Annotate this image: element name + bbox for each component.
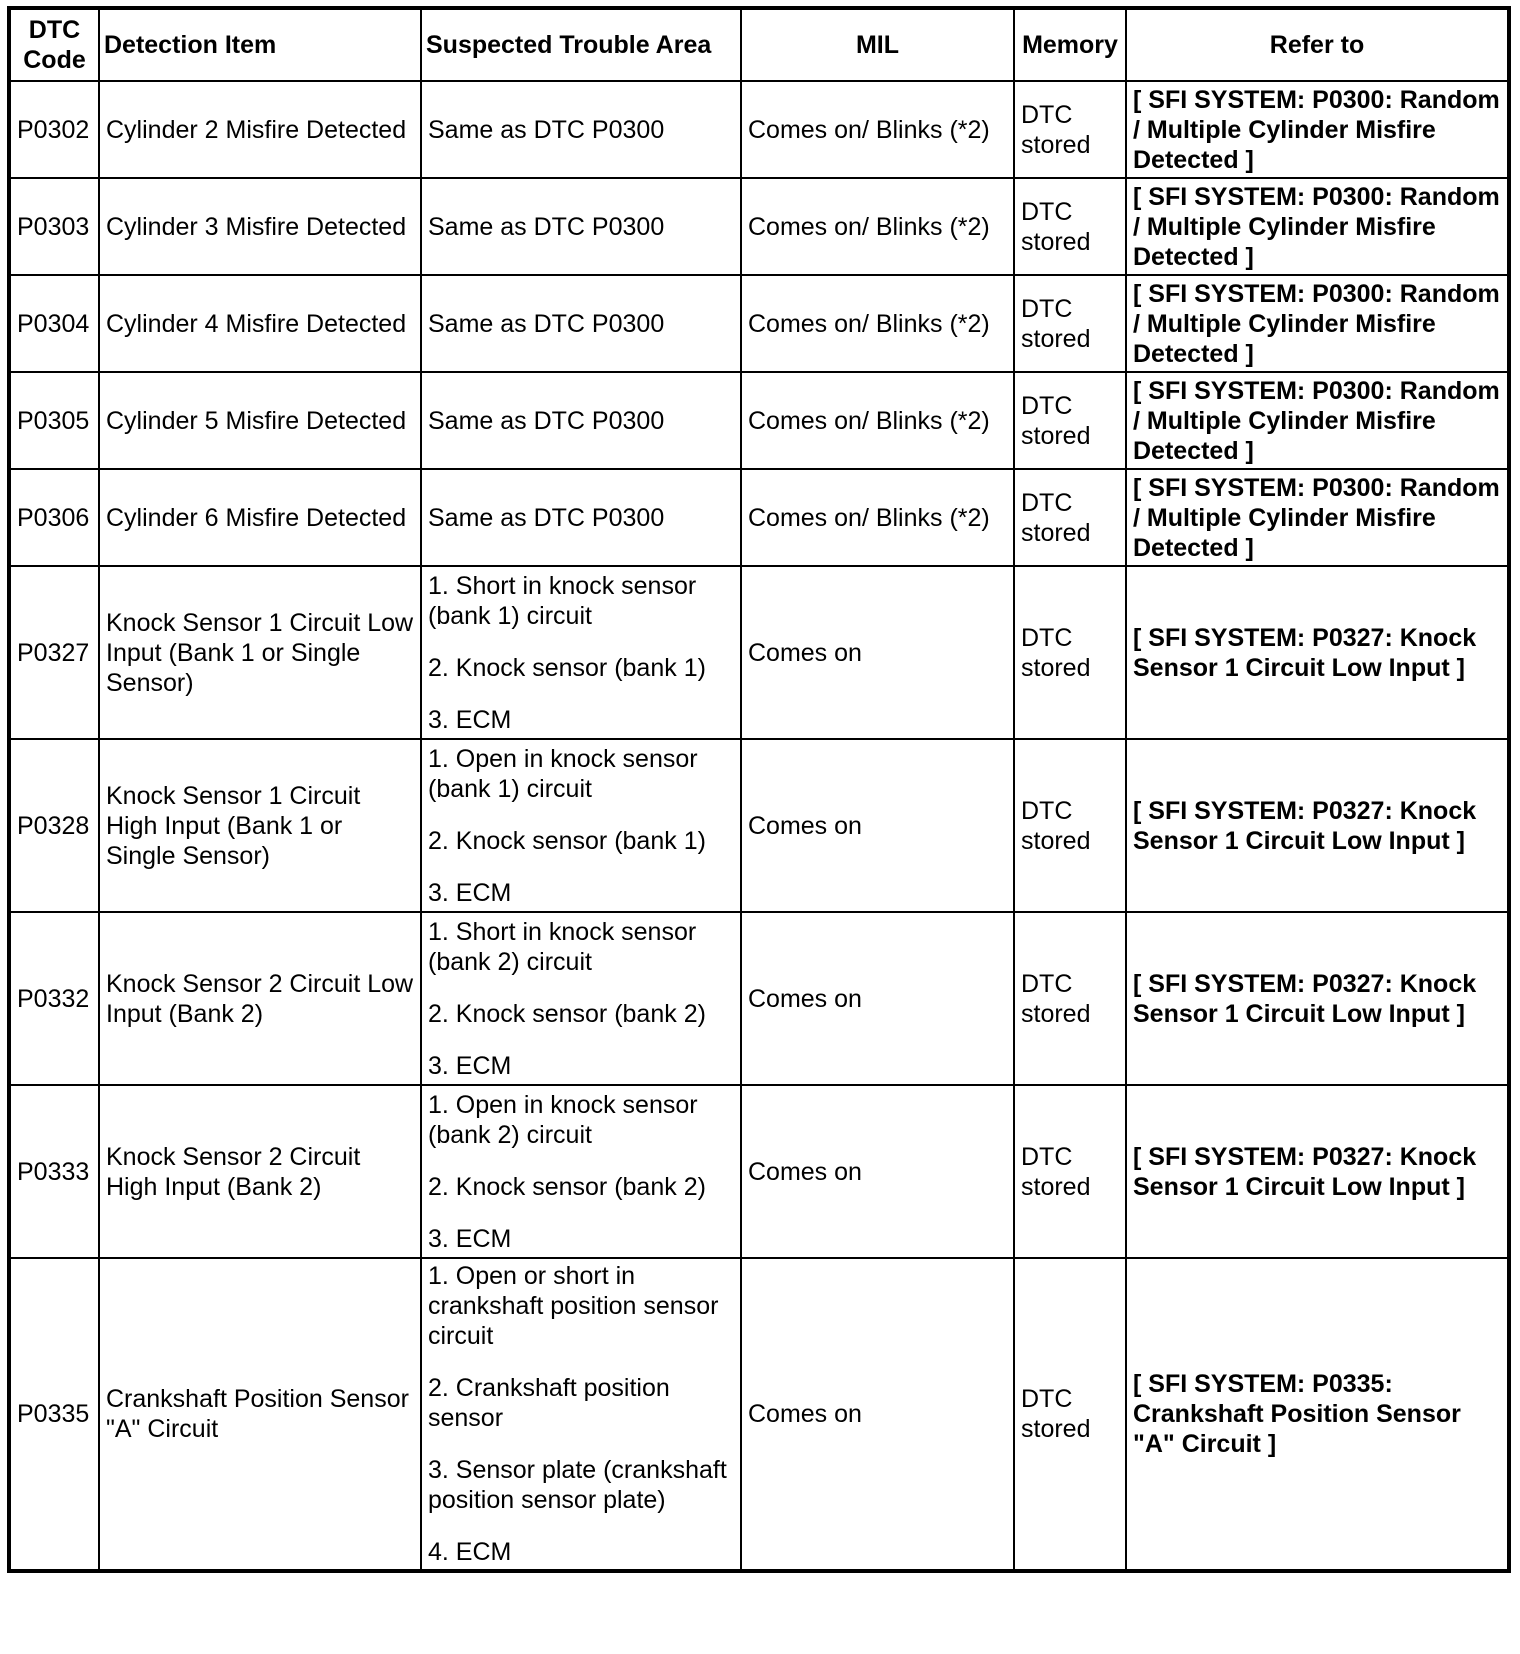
table-row: [9, 178, 1509, 275]
refer-to-cell: [ SFI SYSTEM: P0300: Random / Multiple Cylinder Misfire Detected ]: [1126, 372, 1509, 469]
suspected-trouble-area-cell: [421, 372, 741, 469]
refer-to-cell: [ SFI SYSTEM: P0327: Knock Sensor 1 Circuit Low Input ]: [1126, 1085, 1509, 1258]
mil-cell: Comes on: [741, 1085, 1014, 1258]
dtc-code-cell: P0303: [9, 178, 99, 275]
table-row: [9, 372, 1509, 469]
memory-cell: DTC stored: [1014, 275, 1126, 372]
header-refer-to: Refer to: [1126, 8, 1509, 81]
trouble-area-step: 2. Knock sensor (bank 2): [428, 999, 706, 1028]
trouble-area-step: 3. ECM: [428, 878, 512, 907]
table-row: [9, 81, 1509, 178]
trouble-area-step: Same as DTC P0300: [428, 406, 665, 435]
trouble-area-step: 3. ECM: [428, 705, 512, 734]
mil-cell: Comes on/ Blinks (*2): [741, 372, 1014, 469]
trouble-area-step: 2. Knock sensor (bank 1): [428, 653, 706, 682]
memory-cell: DTC stored: [1014, 372, 1126, 469]
mil-cell: Comes on: [741, 912, 1014, 1085]
refer-to-cell: [ SFI SYSTEM: P0300: Random / Multiple Cylinder Misfire Detected ]: [1126, 178, 1509, 275]
suspected-trouble-area-cell: [421, 1258, 741, 1571]
detection-item-cell: Cylinder 5 Misfire Detected: [99, 372, 421, 469]
trouble-area-step: Same as DTC P0300: [428, 309, 665, 338]
header-suspected-trouble-area: Suspected Trouble Area: [421, 8, 741, 81]
memory-cell: DTC stored: [1014, 739, 1126, 912]
header-dtc-code-line2: Code: [23, 46, 86, 74]
memory-cell: DTC stored: [1014, 469, 1126, 566]
trouble-area-step: 1. Short in knock sensor (bank 1) circuit: [428, 571, 697, 630]
table-row: [9, 566, 1509, 739]
trouble-area-step: 3. Sensor plate (crankshaft position sensor plate): [428, 1456, 727, 1514]
dtc-code-cell: P0332: [9, 912, 99, 1085]
memory-cell: DTC stored: [1014, 1258, 1126, 1571]
trouble-area-step: Same as DTC P0300: [428, 503, 665, 532]
trouble-area-step: 3. ECM: [428, 1051, 512, 1080]
memory-cell: DTC stored: [1014, 178, 1126, 275]
dtc-code-cell: P0327: [9, 566, 99, 739]
header-row: [9, 8, 1509, 81]
detection-item-cell: Crankshaft Position Sensor "A" Circuit: [99, 1258, 421, 1571]
dtc-table: [7, 6, 1511, 1573]
refer-to-cell: [ SFI SYSTEM: P0300: Random / Multiple Cylinder Misfire Detected ]: [1126, 275, 1509, 372]
memory-cell: DTC stored: [1014, 912, 1126, 1085]
dtc-code-cell: P0304: [9, 275, 99, 372]
trouble-area-step: 2. Knock sensor (bank 2): [428, 1172, 706, 1201]
memory-cell: DTC stored: [1014, 1085, 1126, 1258]
detection-item-cell: Knock Sensor 2 Circuit Low Input (Bank 2): [99, 912, 421, 1085]
suspected-trouble-area-cell: [421, 912, 741, 1085]
mil-cell: Comes on/ Blinks (*2): [741, 469, 1014, 566]
suspected-trouble-area-cell: [421, 275, 741, 372]
table-row: [9, 912, 1509, 1085]
table-row: [9, 1258, 1509, 1571]
trouble-area-step: Same as DTC P0300: [428, 115, 665, 144]
refer-to-cell: [ SFI SYSTEM: P0327: Knock Sensor 1 Circuit Low Input ]: [1126, 739, 1509, 912]
dtc-code-cell: P0305: [9, 372, 99, 469]
trouble-area-step: 1. Open in knock sensor (bank 1) circuit: [428, 744, 698, 803]
refer-to-cell: [ SFI SYSTEM: P0327: Knock Sensor 1 Circuit Low Input ]: [1126, 912, 1509, 1085]
suspected-trouble-area-cell: [421, 739, 741, 912]
memory-cell: DTC stored: [1014, 566, 1126, 739]
suspected-trouble-area-cell: [421, 469, 741, 566]
detection-item-cell: Cylinder 2 Misfire Detected: [99, 81, 421, 178]
trouble-area-step: 2. Knock sensor (bank 1): [428, 826, 706, 855]
trouble-area-step: 3. ECM: [428, 1224, 512, 1253]
header-dtc-code-line1: DTC: [28, 16, 81, 44]
suspected-trouble-area-cell: [421, 178, 741, 275]
refer-to-cell: [ SFI SYSTEM: P0335: Crankshaft Position Sensor "A" Circuit ]: [1126, 1258, 1509, 1571]
refer-to-cell: [ SFI SYSTEM: P0300: Random / Multiple Cylinder Misfire Detected ]: [1126, 469, 1509, 566]
suspected-trouble-area-cell: [421, 566, 741, 739]
dtc-code-cell: P0306: [9, 469, 99, 566]
mil-cell: Comes on: [741, 739, 1014, 912]
detection-item-cell: Cylinder 4 Misfire Detected: [99, 275, 421, 372]
suspected-trouble-area-cell: [421, 81, 741, 178]
detection-item-cell: Cylinder 6 Misfire Detected: [99, 469, 421, 566]
trouble-area-step: 2. Crankshaft position sensor: [428, 1374, 670, 1432]
mil-cell: Comes on/ Blinks (*2): [741, 178, 1014, 275]
table-row: [9, 469, 1509, 566]
header-memory: Memory: [1014, 8, 1126, 81]
refer-to-cell: [ SFI SYSTEM: P0327: Knock Sensor 1 Circuit Low Input ]: [1126, 566, 1509, 739]
mil-cell: Comes on/ Blinks (*2): [741, 81, 1014, 178]
table-row: [9, 1085, 1509, 1258]
mil-cell: Comes on/ Blinks (*2): [741, 275, 1014, 372]
detection-item-cell: Cylinder 3 Misfire Detected: [99, 178, 421, 275]
trouble-area-step: 4. ECM: [428, 1538, 512, 1566]
memory-cell: DTC stored: [1014, 81, 1126, 178]
dtc-code-cell: P0335: [9, 1258, 99, 1571]
suspected-trouble-area-cell: [421, 1085, 741, 1258]
dtc-code-cell: P0302: [9, 81, 99, 178]
mil-cell: Comes on: [741, 1258, 1014, 1571]
trouble-area-step: Same as DTC P0300: [428, 212, 665, 241]
trouble-area-step: 1. Open or short in crankshaft position sensor circuit: [428, 1262, 719, 1350]
mil-cell: Comes on: [741, 566, 1014, 739]
refer-to-cell: [ SFI SYSTEM: P0300: Random / Multiple Cylinder Misfire Detected ]: [1126, 81, 1509, 178]
dtc-code-cell: P0333: [9, 1085, 99, 1258]
table-row: [9, 739, 1509, 912]
trouble-area-step: 1. Open in knock sensor (bank 2) circuit: [428, 1090, 698, 1149]
detection-item-cell: Knock Sensor 1 Circuit High Input (Bank 1 or Single Sensor): [99, 739, 421, 912]
dtc-table-body: [9, 81, 1509, 1571]
detection-item-cell: Knock Sensor 2 Circuit High Input (Bank 2): [99, 1085, 421, 1258]
trouble-area-step: 1. Short in knock sensor (bank 2) circuit: [428, 917, 697, 976]
detection-item-cell: Knock Sensor 1 Circuit Low Input (Bank 1 or Single Sensor): [99, 566, 421, 739]
table-row: [9, 275, 1509, 372]
header-dtc-code: [9, 8, 99, 81]
header-detection-item: Detection Item: [99, 8, 421, 81]
dtc-code-cell: P0328: [9, 739, 99, 912]
header-mil: MIL: [741, 8, 1014, 81]
